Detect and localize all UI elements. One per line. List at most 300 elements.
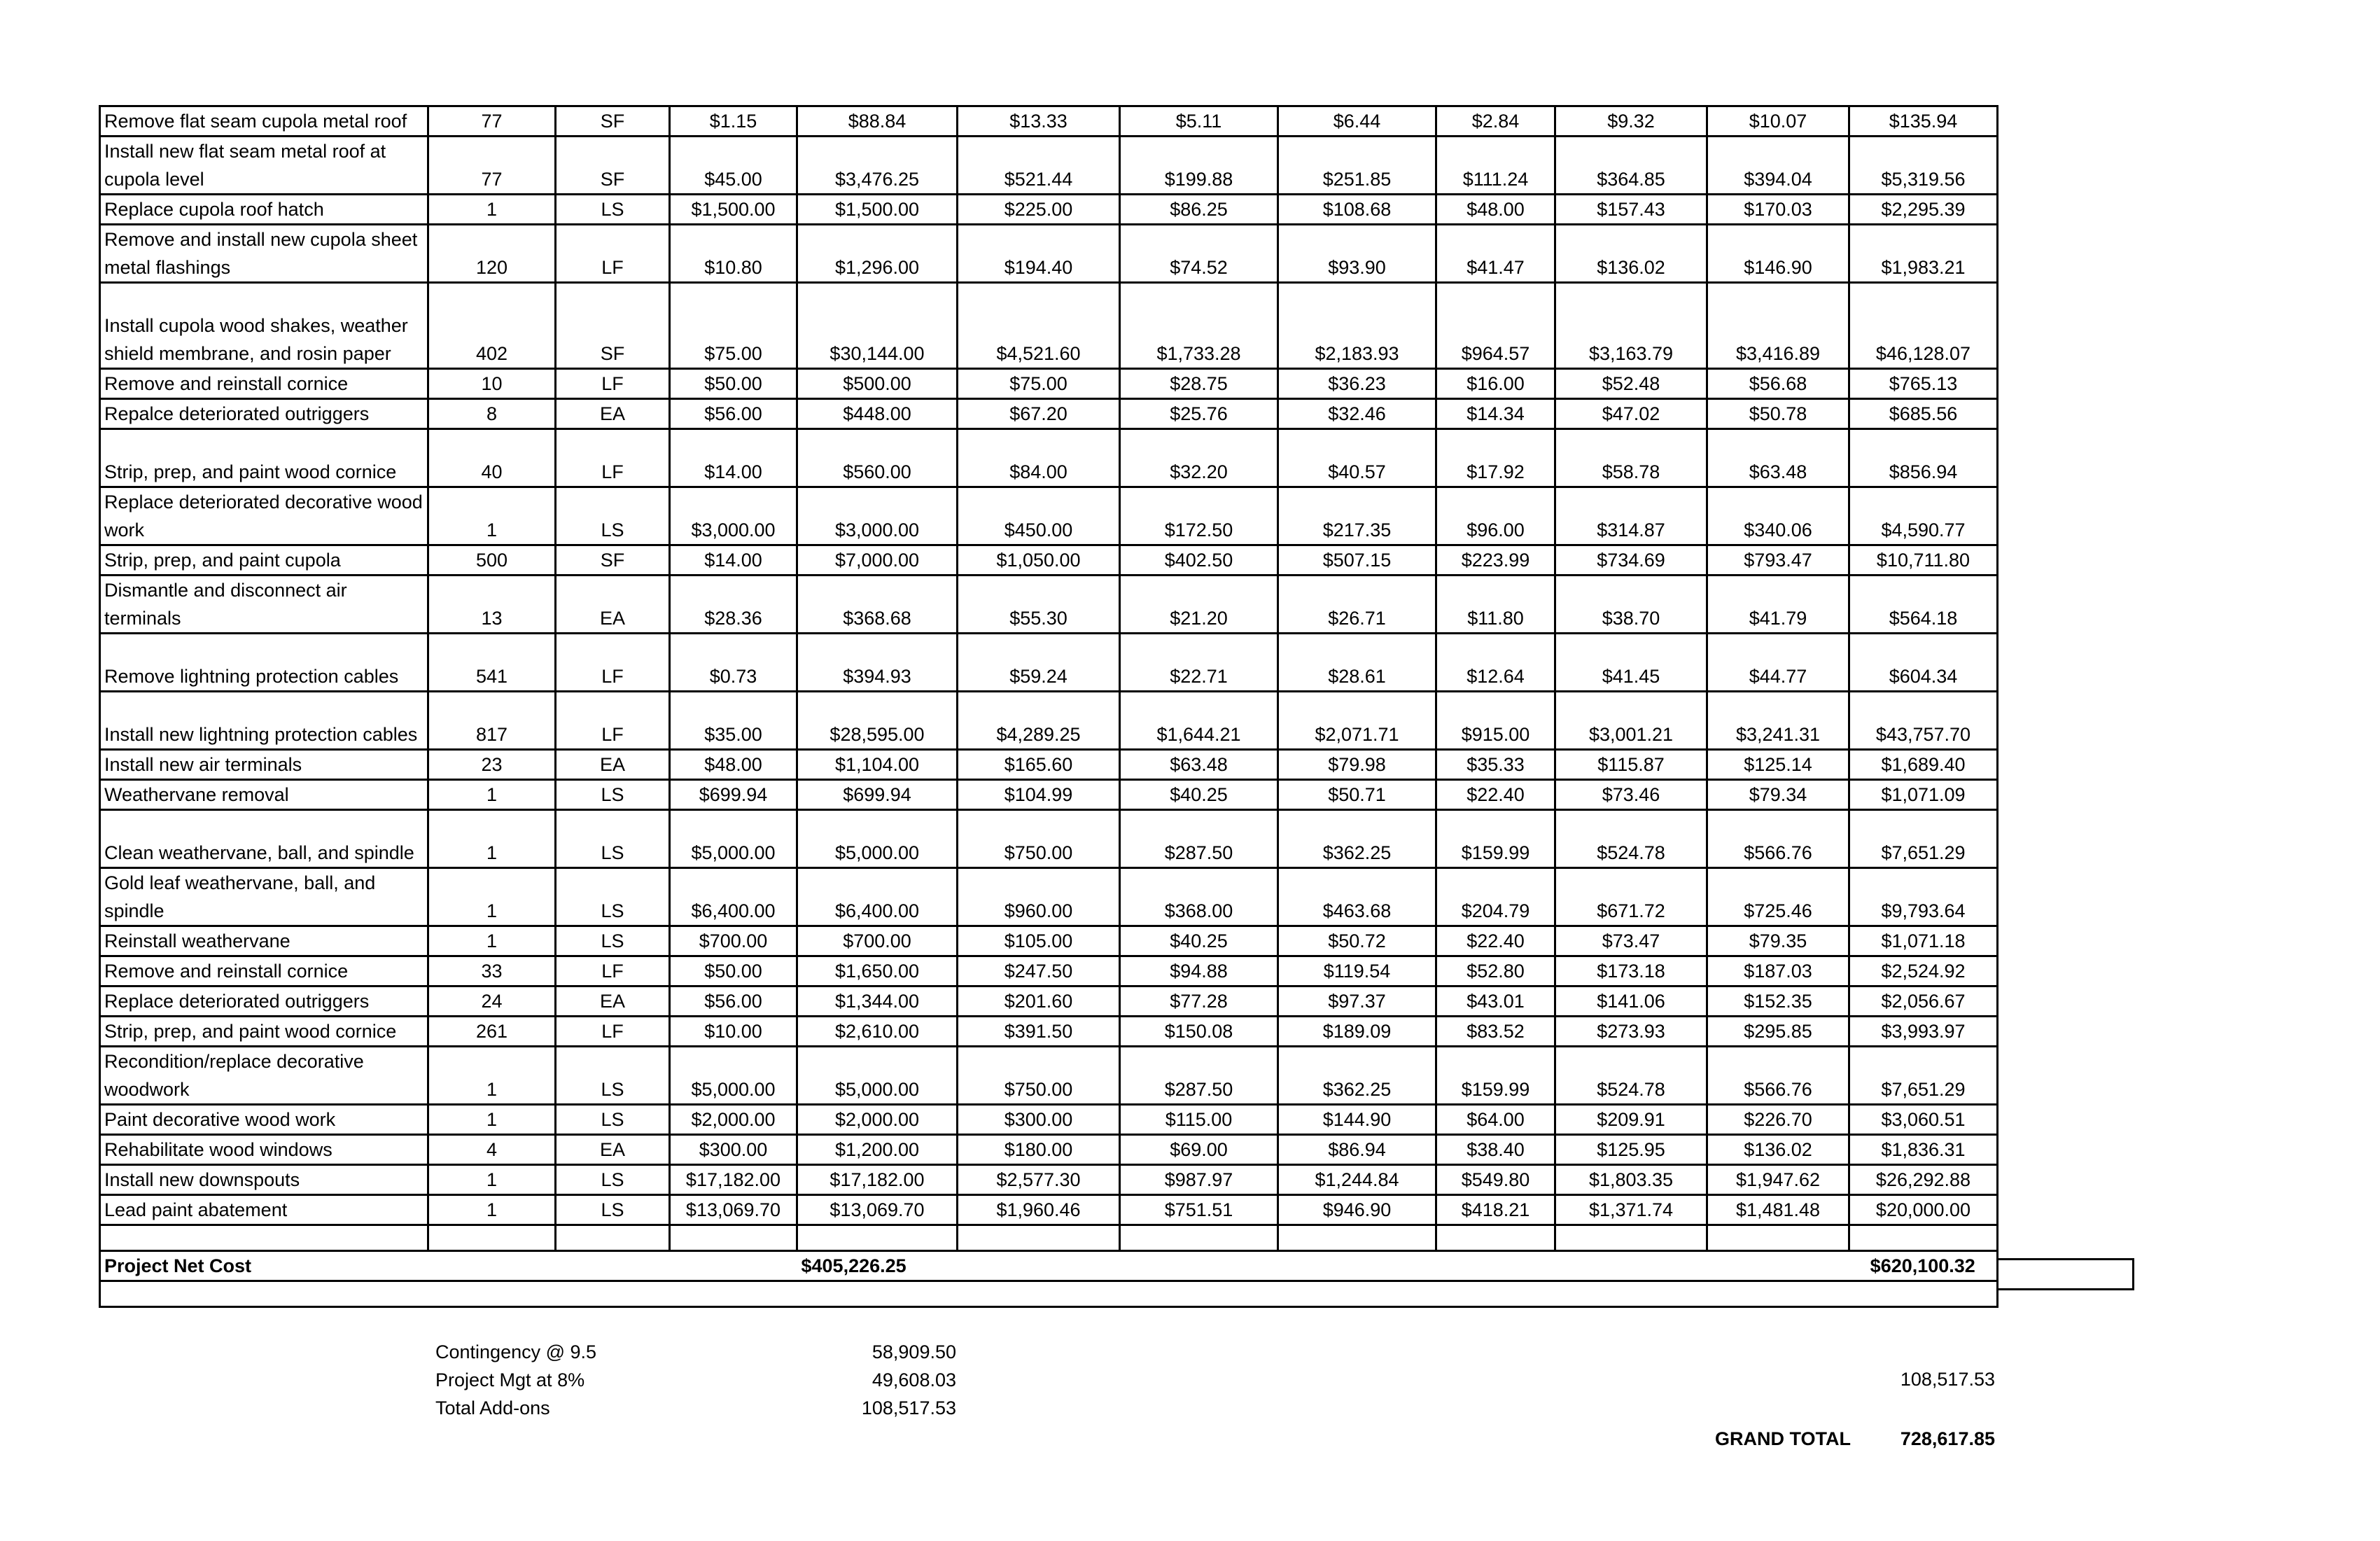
subtotal-cell: $1,500.00 — [797, 195, 958, 225]
cost-col-3-cell: $119.54 — [1278, 956, 1436, 986]
row-total-cell: $2,295.39 — [1849, 195, 1998, 225]
cost-col-4-cell: $43.01 — [1436, 986, 1555, 1017]
cost-col-2-cell: $1,733.28 — [1120, 283, 1278, 369]
subtotal-cell: $1,200.00 — [797, 1135, 958, 1165]
unit-cell: LF — [556, 692, 670, 750]
subtotal-cell: $2,000.00 — [797, 1105, 958, 1135]
row-total-cell: $3,993.97 — [1849, 1017, 1998, 1047]
cost-col-5-cell: $209.91 — [1555, 1105, 1707, 1135]
net-cost-label: Project Net Cost — [100, 1251, 428, 1281]
unit-cost-cell: $14.00 — [670, 429, 797, 487]
quantity-cell: 1 — [428, 868, 556, 926]
quantity-cell: 23 — [428, 750, 556, 780]
cost-col-5-cell: $3,163.79 — [1555, 283, 1707, 369]
cost-col-2-cell: $94.88 — [1120, 956, 1278, 986]
cost-col-2-cell: $40.25 — [1120, 780, 1278, 810]
cost-col-2-cell: $86.25 — [1120, 195, 1278, 225]
empty-cell — [1278, 1225, 1436, 1251]
cost-col-5-cell: $47.02 — [1555, 399, 1707, 429]
item-description-cell: Clean weathervane, ball, and spindle — [100, 810, 428, 868]
cost-col-3-cell: $93.90 — [1278, 225, 1436, 283]
cost-col-5-cell: $125.95 — [1555, 1135, 1707, 1165]
cost-col-6-cell: $44.77 — [1707, 634, 1849, 692]
unit-cell: EA — [556, 750, 670, 780]
row-total-cell: $43,757.70 — [1849, 692, 1998, 750]
cost-col-3-cell: $463.68 — [1278, 868, 1436, 926]
cost-col-4-cell: $64.00 — [1436, 1105, 1555, 1135]
empty-cell — [100, 1281, 1998, 1307]
cost-col-1-cell: $165.60 — [958, 750, 1120, 780]
cost-col-6-cell: $170.03 — [1707, 195, 1849, 225]
cost-col-2-cell: $32.20 — [1120, 429, 1278, 487]
table-row — [100, 956, 1998, 986]
cost-col-1-cell: $4,521.60 — [958, 283, 1120, 369]
row-total-cell: $46,128.07 — [1849, 283, 1998, 369]
cost-col-2-cell: $69.00 — [1120, 1135, 1278, 1165]
cost-col-3-cell: $507.15 — [1278, 545, 1436, 576]
empty-cell — [428, 1225, 556, 1251]
quantity-cell: 541 — [428, 634, 556, 692]
cost-col-6-cell: $63.48 — [1707, 429, 1849, 487]
unit-cost-cell: $14.00 — [670, 545, 797, 576]
cost-col-4-cell: $48.00 — [1436, 195, 1555, 225]
row-total-cell: $1,071.09 — [1849, 780, 1998, 810]
row-total-cell: $7,651.29 — [1849, 1047, 1998, 1105]
cost-col-3-cell: $50.72 — [1278, 926, 1436, 956]
unit-cost-cell: $6,400.00 — [670, 868, 797, 926]
subtotal-cell: $700.00 — [797, 926, 958, 956]
row-total-cell: $1,983.21 — [1849, 225, 1998, 283]
cost-col-6-cell: $295.85 — [1707, 1017, 1849, 1047]
table-row — [100, 106, 1998, 137]
cost-col-6-cell: $1,481.48 — [1707, 1195, 1849, 1225]
cost-col-6-cell: $50.78 — [1707, 399, 1849, 429]
cost-col-4-cell: $22.40 — [1436, 926, 1555, 956]
item-description-cell: Install new lightning protection cables — [100, 692, 428, 750]
unit-cost-cell: $5,000.00 — [670, 1047, 797, 1105]
subtotal-cell: $3,000.00 — [797, 487, 958, 545]
row-total-cell: $20,000.00 — [1849, 1195, 1998, 1225]
cost-col-6-cell: $152.35 — [1707, 986, 1849, 1017]
cost-col-4-cell: $14.34 — [1436, 399, 1555, 429]
unit-cell: LS — [556, 487, 670, 545]
empty-cell — [1436, 1225, 1555, 1251]
row-total-cell: $4,590.77 — [1849, 487, 1998, 545]
unit-cell: LF — [556, 369, 670, 399]
cost-col-5-cell: $524.78 — [1555, 810, 1707, 868]
cost-col-5-cell: $524.78 — [1555, 1047, 1707, 1105]
cost-col-3-cell: $86.94 — [1278, 1135, 1436, 1165]
unit-cell: LS — [556, 780, 670, 810]
cost-col-1-cell: $75.00 — [958, 369, 1120, 399]
cost-col-1-cell: $300.00 — [958, 1105, 1120, 1135]
cost-col-3-cell: $144.90 — [1278, 1105, 1436, 1135]
cost-col-3-cell: $26.71 — [1278, 576, 1436, 634]
subtotal-cell: $1,650.00 — [797, 956, 958, 986]
empty-cell — [556, 1225, 670, 1251]
cost-col-1-cell: $105.00 — [958, 926, 1120, 956]
contingency-label: Contingency @ 9.5 — [435, 1341, 597, 1362]
unit-cost-cell: $700.00 — [670, 926, 797, 956]
item-description-cell: Remove and reinstall cornice — [100, 369, 428, 399]
item-description-cell: Replace deteriorated outriggers — [100, 986, 428, 1017]
cost-col-6-cell: $340.06 — [1707, 487, 1849, 545]
cost-col-2-cell: $287.50 — [1120, 1047, 1278, 1105]
cost-col-1-cell: $225.00 — [958, 195, 1120, 225]
item-description-cell: Remove lightning protection cables — [100, 634, 428, 692]
unit-cost-cell: $10.80 — [670, 225, 797, 283]
cost-col-3-cell: $2,183.93 — [1278, 283, 1436, 369]
cost-col-5-cell: $73.47 — [1555, 926, 1707, 956]
cost-col-2-cell: $172.50 — [1120, 487, 1278, 545]
cost-col-2-cell: $21.20 — [1120, 576, 1278, 634]
cost-col-3-cell: $217.35 — [1278, 487, 1436, 545]
table-row — [100, 1195, 1998, 1225]
item-description-cell: Rehabilitate wood windows — [100, 1135, 428, 1165]
subtotal-cell: $5,000.00 — [797, 810, 958, 868]
quantity-cell: 1 — [428, 1105, 556, 1135]
cost-col-6-cell: $3,241.31 — [1707, 692, 1849, 750]
empty-cell — [670, 1225, 797, 1251]
table-row — [100, 137, 1998, 195]
subtotal-cell: $699.94 — [797, 780, 958, 810]
item-description-cell: Lead paint abatement — [100, 1195, 428, 1225]
item-description-cell: Replace cupola roof hatch — [100, 195, 428, 225]
unit-cell: LS — [556, 1047, 670, 1105]
row-total-cell: $2,056.67 — [1849, 986, 1998, 1017]
cost-col-4-cell: $159.99 — [1436, 1047, 1555, 1105]
subtotal-cell: $6,400.00 — [797, 868, 958, 926]
quantity-cell: 1 — [428, 926, 556, 956]
table-row — [100, 1047, 1998, 1105]
cost-col-6-cell: $41.79 — [1707, 576, 1849, 634]
unit-cell: LF — [556, 429, 670, 487]
subtotal-cell: $30,144.00 — [797, 283, 958, 369]
unit-cell: LS — [556, 1105, 670, 1135]
cost-col-5-cell: $364.85 — [1555, 137, 1707, 195]
item-description-cell: Paint decorative wood work — [100, 1105, 428, 1135]
cost-col-5-cell: $671.72 — [1555, 868, 1707, 926]
cost-col-3-cell: $32.46 — [1278, 399, 1436, 429]
cost-col-1-cell: $13.33 — [958, 106, 1120, 137]
subtotal-cell: $28,595.00 — [797, 692, 958, 750]
item-description-cell: Strip, prep, and paint wood cornice — [100, 1017, 428, 1047]
empty-cell — [1555, 1225, 1707, 1251]
row-total-cell: $765.13 — [1849, 369, 1998, 399]
item-description-cell: Remove flat seam cupola metal roof — [100, 106, 428, 137]
cost-col-2-cell: $402.50 — [1120, 545, 1278, 576]
table-row — [100, 986, 1998, 1017]
cost-col-4-cell: $418.21 — [1436, 1195, 1555, 1225]
subtotal-cell: $88.84 — [797, 106, 958, 137]
quantity-cell: 261 — [428, 1017, 556, 1047]
net-cost-row — [100, 1251, 1998, 1281]
row-total-cell: $10,711.80 — [1849, 545, 1998, 576]
cost-col-1-cell: $4,289.25 — [958, 692, 1120, 750]
cost-col-4-cell: $223.99 — [1436, 545, 1555, 576]
cost-col-6-cell: $226.70 — [1707, 1105, 1849, 1135]
subtotal-cell: $5,000.00 — [797, 1047, 958, 1105]
unit-cell: EA — [556, 399, 670, 429]
cost-col-5-cell: $141.06 — [1555, 986, 1707, 1017]
quantity-cell: 1 — [428, 1047, 556, 1105]
cost-col-4-cell: $204.79 — [1436, 868, 1555, 926]
net-cost-gap — [958, 1251, 1849, 1281]
row-total-cell: $685.56 — [1849, 399, 1998, 429]
table-row — [100, 487, 1998, 545]
cost-col-5-cell: $58.78 — [1555, 429, 1707, 487]
row-total-cell: $9,793.64 — [1849, 868, 1998, 926]
cost-col-4-cell: $12.64 — [1436, 634, 1555, 692]
unit-cell: SF — [556, 137, 670, 195]
item-description-cell: Install new flat seam metal roof at cupola level — [100, 137, 428, 195]
cost-col-3-cell: $108.68 — [1278, 195, 1436, 225]
cost-col-4-cell: $52.80 — [1436, 956, 1555, 986]
cost-col-1-cell: $391.50 — [958, 1017, 1120, 1047]
cost-col-1-cell: $1,050.00 — [958, 545, 1120, 576]
cost-col-2-cell: $25.76 — [1120, 399, 1278, 429]
cost-col-6-cell: $3,416.89 — [1707, 283, 1849, 369]
quantity-cell: 24 — [428, 986, 556, 1017]
cost-col-2-cell: $28.75 — [1120, 369, 1278, 399]
table-row — [100, 195, 1998, 225]
cost-col-1-cell: $194.40 — [958, 225, 1120, 283]
row-total-cell: $5,319.56 — [1849, 137, 1998, 195]
unit-cost-cell: $56.00 — [670, 986, 797, 1017]
cost-col-3-cell: $2,071.71 — [1278, 692, 1436, 750]
unit-cost-cell: $2,000.00 — [670, 1105, 797, 1135]
quantity-cell: 4 — [428, 1135, 556, 1165]
cost-col-3-cell: $79.98 — [1278, 750, 1436, 780]
item-description-cell: Install new downspouts — [100, 1165, 428, 1195]
unit-cost-cell: $45.00 — [670, 137, 797, 195]
cost-col-1-cell: $750.00 — [958, 810, 1120, 868]
unit-cell: LF — [556, 956, 670, 986]
blank-row — [100, 1225, 1998, 1251]
cost-col-5-cell: $38.70 — [1555, 576, 1707, 634]
cost-col-2-cell: $74.52 — [1120, 225, 1278, 283]
table-row — [100, 780, 1998, 810]
subtotal-cell: $1,296.00 — [797, 225, 958, 283]
item-description-cell: Remove and install new cupola sheet metal flashings — [100, 225, 428, 283]
unit-cell: SF — [556, 545, 670, 576]
grand-total-value: 728,617.85 — [1900, 1428, 1995, 1449]
unit-cell: LF — [556, 634, 670, 692]
unit-cell: LS — [556, 195, 670, 225]
cost-col-2-cell: $22.71 — [1120, 634, 1278, 692]
quantity-cell: 13 — [428, 576, 556, 634]
quantity-cell: 8 — [428, 399, 556, 429]
unit-cell: LS — [556, 1195, 670, 1225]
cost-col-6-cell: $136.02 — [1707, 1135, 1849, 1165]
quantity-cell: 402 — [428, 283, 556, 369]
quantity-cell: 120 — [428, 225, 556, 283]
cost-col-1-cell: $201.60 — [958, 986, 1120, 1017]
cost-col-3-cell: $1,244.84 — [1278, 1165, 1436, 1195]
empty-cell — [1120, 1225, 1278, 1251]
unit-cost-cell: $13,069.70 — [670, 1195, 797, 1225]
unit-cell: EA — [556, 576, 670, 634]
total-addons-right-value: 108,517.53 — [1900, 1369, 1995, 1390]
cost-col-6-cell: $566.76 — [1707, 810, 1849, 868]
cost-col-3-cell: $40.57 — [1278, 429, 1436, 487]
cost-col-1-cell: $67.20 — [958, 399, 1120, 429]
project-mgt-label: Project Mgt at 8% — [435, 1369, 585, 1390]
unit-cost-cell: $1,500.00 — [670, 195, 797, 225]
net-cost-total: $620,100.32 — [1849, 1251, 1998, 1281]
cost-col-4-cell: $111.24 — [1436, 137, 1555, 195]
subtotal-cell: $448.00 — [797, 399, 958, 429]
empty-cell — [958, 1225, 1120, 1251]
quantity-cell: 1 — [428, 487, 556, 545]
item-description-cell: Install cupola wood shakes, weather shield membrane, and rosin paper — [100, 283, 428, 369]
quantity-cell: 77 — [428, 137, 556, 195]
unit-cost-cell: $48.00 — [670, 750, 797, 780]
cost-col-5-cell: $1,803.35 — [1555, 1165, 1707, 1195]
cost-col-1-cell: $521.44 — [958, 137, 1120, 195]
unit-cost-cell: $0.73 — [670, 634, 797, 692]
cost-col-5-cell: $173.18 — [1555, 956, 1707, 986]
item-description-cell: Gold leaf weathervane, ball, and spindle — [100, 868, 428, 926]
net-cost-gap — [428, 1251, 797, 1281]
table-row — [100, 545, 1998, 576]
unit-cell: LS — [556, 1165, 670, 1195]
table-row — [100, 810, 1998, 868]
cost-col-1-cell: $59.24 — [958, 634, 1120, 692]
row-total-cell: $1,689.40 — [1849, 750, 1998, 780]
cost-col-2-cell: $199.88 — [1120, 137, 1278, 195]
cost-col-6-cell: $725.46 — [1707, 868, 1849, 926]
cost-col-2-cell: $77.28 — [1120, 986, 1278, 1017]
unit-cost-cell: $300.00 — [670, 1135, 797, 1165]
unit-cell: LS — [556, 868, 670, 926]
unit-cell: EA — [556, 986, 670, 1017]
cost-col-6-cell: $394.04 — [1707, 137, 1849, 195]
unit-cost-cell: $35.00 — [670, 692, 797, 750]
cost-col-4-cell: $22.40 — [1436, 780, 1555, 810]
table-row — [100, 926, 1998, 956]
cost-col-1-cell: $1,960.46 — [958, 1195, 1120, 1225]
quantity-cell: 77 — [428, 106, 556, 137]
cost-col-1-cell: $750.00 — [958, 1047, 1120, 1105]
cost-col-2-cell: $115.00 — [1120, 1105, 1278, 1135]
table-row — [100, 283, 1998, 369]
cost-col-6-cell: $566.76 — [1707, 1047, 1849, 1105]
cost-col-5-cell: $734.69 — [1555, 545, 1707, 576]
cost-col-1-cell: $247.50 — [958, 956, 1120, 986]
table-row — [100, 369, 1998, 399]
quantity-cell: 1 — [428, 810, 556, 868]
cost-col-1-cell: $960.00 — [958, 868, 1120, 926]
item-description-cell: Dismantle and disconnect air terminals — [100, 576, 428, 634]
cost-col-3-cell: $189.09 — [1278, 1017, 1436, 1047]
cost-col-4-cell: $964.57 — [1436, 283, 1555, 369]
cost-col-6-cell: $793.47 — [1707, 545, 1849, 576]
item-description-cell: Replace deteriorated decorative wood work — [100, 487, 428, 545]
subtotal-cell: $3,476.25 — [797, 137, 958, 195]
cost-col-3-cell: $362.25 — [1278, 1047, 1436, 1105]
cost-col-1-cell: $55.30 — [958, 576, 1120, 634]
cost-col-1-cell: $180.00 — [958, 1135, 1120, 1165]
cost-col-4-cell: $83.52 — [1436, 1017, 1555, 1047]
unit-cost-cell: $1.15 — [670, 106, 797, 137]
table-row — [100, 868, 1998, 926]
unit-cost-cell: $5,000.00 — [670, 810, 797, 868]
subtotal-cell: $17,182.00 — [797, 1165, 958, 1195]
cost-col-5-cell: $1,371.74 — [1555, 1195, 1707, 1225]
item-description-cell: Strip, prep, and paint cupola — [100, 545, 428, 576]
unit-cost-cell: $28.36 — [670, 576, 797, 634]
cost-col-5-cell: $136.02 — [1555, 225, 1707, 283]
row-total-cell: $564.18 — [1849, 576, 1998, 634]
item-description-cell: Recondition/replace decorative woodwork — [100, 1047, 428, 1105]
quantity-cell: 1 — [428, 1195, 556, 1225]
cost-col-6-cell: $79.35 — [1707, 926, 1849, 956]
row-total-cell: $2,524.92 — [1849, 956, 1998, 986]
subtotal-cell: $560.00 — [797, 429, 958, 487]
cost-col-5-cell: $3,001.21 — [1555, 692, 1707, 750]
quantity-cell: 1 — [428, 1165, 556, 1195]
cost-col-4-cell: $549.80 — [1436, 1165, 1555, 1195]
net-cost-extra-cell — [1998, 1258, 2134, 1290]
quantity-cell: 10 — [428, 369, 556, 399]
unit-cost-cell: $3,000.00 — [670, 487, 797, 545]
cost-col-3-cell: $36.23 — [1278, 369, 1436, 399]
subtotal-cell: $1,344.00 — [797, 986, 958, 1017]
cost-col-3-cell: $946.90 — [1278, 1195, 1436, 1225]
grand-total-label: GRAND TOTAL — [1715, 1428, 1851, 1449]
table-row — [100, 750, 1998, 780]
total-addons-label: Total Add-ons — [435, 1397, 550, 1418]
total-addons-value: 108,517.53 — [861, 1397, 956, 1418]
empty-cell — [1849, 1225, 1998, 1251]
unit-cost-cell: $50.00 — [670, 369, 797, 399]
cost-col-6-cell: $146.90 — [1707, 225, 1849, 283]
cost-col-4-cell: $2.84 — [1436, 106, 1555, 137]
cost-col-4-cell: $915.00 — [1436, 692, 1555, 750]
cost-col-3-cell: $362.25 — [1278, 810, 1436, 868]
subtotal-cell: $7,000.00 — [797, 545, 958, 576]
table-body — [100, 106, 1998, 1307]
table-row — [100, 1105, 1998, 1135]
cost-col-3-cell: $97.37 — [1278, 986, 1436, 1017]
cost-col-3-cell: $251.85 — [1278, 137, 1436, 195]
cost-col-2-cell: $987.97 — [1120, 1165, 1278, 1195]
cost-col-6-cell: $125.14 — [1707, 750, 1849, 780]
unit-cell: LS — [556, 810, 670, 868]
cost-col-5-cell: $314.87 — [1555, 487, 1707, 545]
bottom-spacer-row — [100, 1281, 1998, 1307]
cost-col-2-cell: $287.50 — [1120, 810, 1278, 868]
row-total-cell: $135.94 — [1849, 106, 1998, 137]
cost-col-2-cell: $1,644.21 — [1120, 692, 1278, 750]
subtotal-cell: $394.93 — [797, 634, 958, 692]
cost-col-3-cell: $28.61 — [1278, 634, 1436, 692]
table-row — [100, 634, 1998, 692]
cost-col-1-cell: $104.99 — [958, 780, 1120, 810]
cost-col-1-cell: $84.00 — [958, 429, 1120, 487]
unit-cell: SF — [556, 283, 670, 369]
cost-col-5-cell: $273.93 — [1555, 1017, 1707, 1047]
cost-col-5-cell: $9.32 — [1555, 106, 1707, 137]
item-description-cell: Weathervane removal — [100, 780, 428, 810]
table-row — [100, 429, 1998, 487]
item-description-cell: Remove and reinstall cornice — [100, 956, 428, 986]
cost-col-4-cell: $159.99 — [1436, 810, 1555, 868]
subtotal-cell: $1,104.00 — [797, 750, 958, 780]
cost-col-5-cell: $52.48 — [1555, 369, 1707, 399]
project-mgt-value: 49,608.03 — [872, 1369, 956, 1390]
